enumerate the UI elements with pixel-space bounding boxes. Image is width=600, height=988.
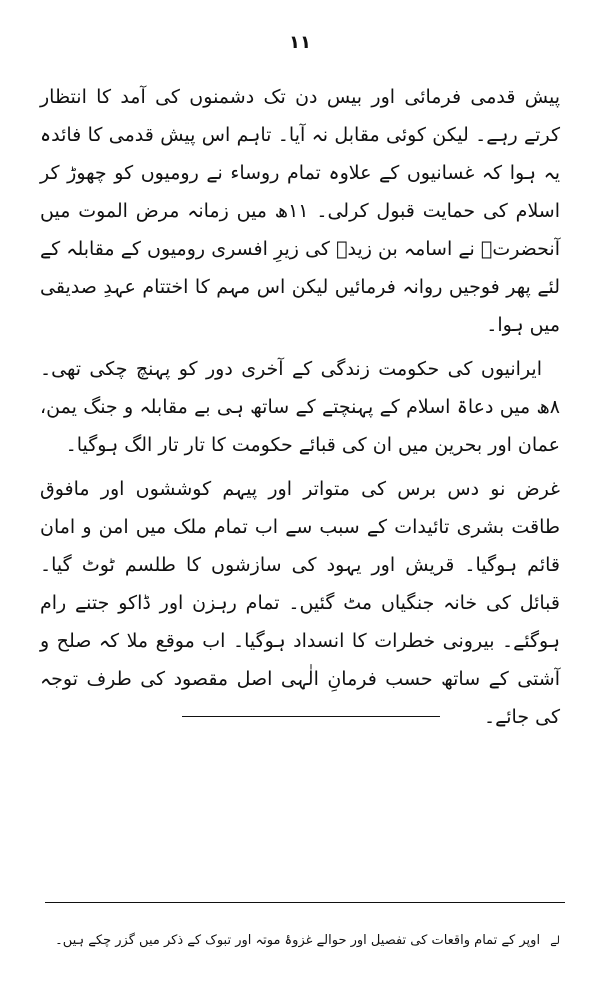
footnote-marker: لے bbox=[550, 934, 560, 947]
footnote-text: اوپر کے تمام واقعات کی تفصیل اور حوالے غزوۂ موتہ اور تبوک کے ذکر میں گزر چکے ہیں۔ bbox=[55, 933, 541, 948]
body-text bbox=[40, 78, 560, 742]
paragraph-3: غرض نو دس برس کی متواتر اور پیہم کوششوں اور مافوق طاقت بشری تائیدات کے سبب سے اب تمام ملک میں امن و امان قائم ہوگیا۔ قریش اور یہود کی سازشوں کا طلسم ٹوٹ گیا۔ قبائل کی خانہ جنگیاں مٹ گئیں۔ تمام رہزن اور ڈاکو جتنے رام ہوگئے۔ بیرونی خطرات کا انسداد ہوگیا۔ اب موقع ملا کہ صلح و آشتی کے ساتھ حسب فرمانِ الٰہی اصل مقصود کی طرف توجہ کی جائے۔ bbox=[40, 478, 560, 728]
footnote-divider bbox=[45, 902, 565, 903]
paragraph-1: پیش قدمی فرمائی اور بیس دن تک دشمنوں کی آمد کا انتظار کرتے رہے۔ لیکن کوئی مقابل نہ آیا۔ تاہم اس پیش قدمی کا فائدہ یہ ہوا کہ غسانیوں کے علاوہ تمام روساء نے رومیوں کو چھوڑ کر اسلام کی حمایت قبول کرلی۔ ۱۱ھ میں زمانہ مرض الموت میں آنحضرتؐ نے اسامہ بن زیدؓ کی زیرِ افسری رومیوں کے مقابلہ کے لئے پھر فوجیں روانہ فرمائیں لیکن اس مہم کا اختتام عہدِ صدیقی میں ہوا۔ bbox=[40, 86, 560, 336]
section-divider bbox=[182, 716, 440, 717]
footnote bbox=[40, 930, 560, 952]
page-number: ۱۱ bbox=[289, 32, 311, 53]
paragraph-2: ایرانیوں کی حکومت زندگی کے آخری دور کو پہنچ چکی تھی۔ ۸ھ میں دعاۃ اسلام کے پہنچتے کے ساتھ ہی بے مقابلہ و جنگ یمن، عمان اور بحرین میں ان کی قبائے حکومت کا تار تار الگ ہوگیا۔ bbox=[40, 358, 560, 456]
